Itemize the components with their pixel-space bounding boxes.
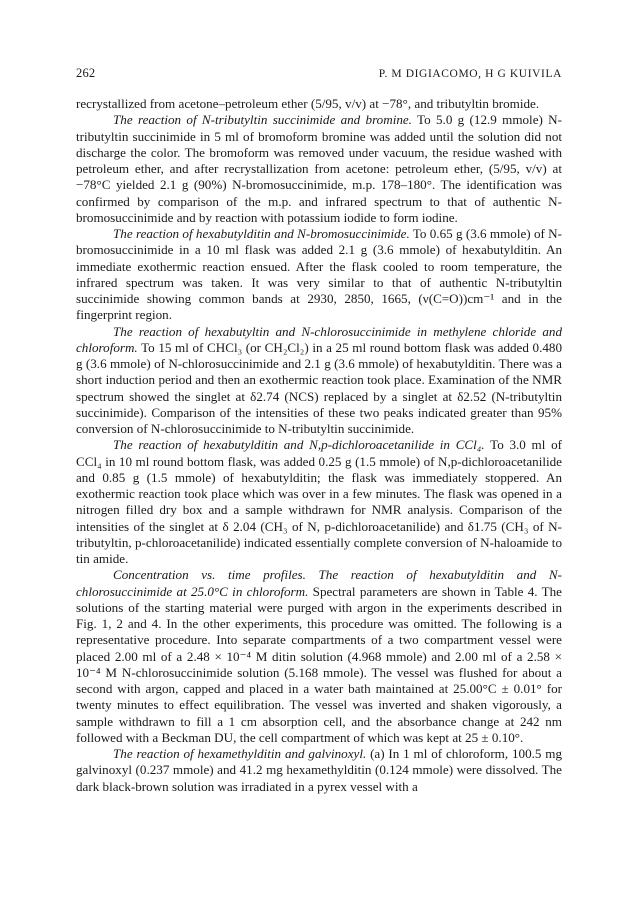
paragraph bbox=[76, 96, 562, 112]
running-head: P. M DIGIACOMO, H G KUIVILA bbox=[378, 68, 562, 80]
paragraph-text: To 3.0 ml of CCl₄ in 10 ml round bottom flask, was added 0.25 g (1.5 mmole) of N,p-dichloroacetanilide and 0.85 g (1.5 mmole) of hexabutylditin; the flask was immediately stoppered. An exothermic reaction took place which was over in a few minutes. The flask was opened in a nitrogen filled dry box and a sample withdrawn for NMR analysis. Comparison of the intensities of the singlet at δ 2.04 (CH₃ of N, p-dichloroacetanilide) and δ1.75 (CH₃ of N-tributyltin, p-chloroacetanilide) indicated essentially complete conversion of N-haloamide to tin amide. bbox=[76, 437, 562, 566]
paragraph-text: Spectral parameters are shown in Table 4. The solutions of the starting material were purged with argon in the experiments described in Fig. 1, 2 and 4. In the other experiments, this procedure was omitted. The following is a representative procedure. Into separate compartments of a two compartment vessel were placed 2.00 ml of a 2.48 × 10⁻⁴ M ditin solution (4.968 mmole) and 2.00 ml of a 2.58 × 10⁻⁴ M N-chlorosuccinimide solution (5.168 mmole). The vessel was flushed for about a second with argon, capped and placed in a water bath maintained at 25.00°C ± 0.01° for twenty minutes to effect equilibration. The vessel was inverted and shaken vigorously, a sample withdrawn to fill a 1 cm absorption cell, and the absorbance change at 242 nm followed with a Beckman DU, the cell compartment of which was kept at 25 ± 0.10°. bbox=[76, 583, 562, 745]
paragraph-text: To 15 ml of CHCl₃ (or CH₂Cl₂) in a 25 ml round bottom flask was added 0.480 g (3.6 mmole) of N-chlorosuccinimide and 2.1 g (3.6 mmole) of hexabutylditin. There was a short induction period and then an exothermic reaction took place. Examination of the NMR spectrum showed the singlet at δ2.74 (NCS) replaced by a singlet at δ2.52 (N-tributyltin succinimide). Comparison of the intensities of these two peaks indicated greater than 95% conversion of N-chlorosuccinimide to N-tributyltin succinimide. bbox=[76, 339, 562, 436]
paragraph-text: (a) In 1 ml of chloroform, 100.5 mg galvinoxyl (0.237 mmole) and 41.2 mg hexamethylditin (0.124 mmole) were dissolved. The dark black-brown solution was irradiated in a pyrex vessel with a bbox=[76, 746, 562, 794]
paragraph bbox=[76, 567, 562, 746]
page-header bbox=[76, 66, 562, 81]
paragraph bbox=[76, 437, 562, 567]
paragraph-heading: The reaction of hexamethylditin and galvinoxyl. bbox=[113, 746, 367, 761]
paragraph-text: To 0.65 g (3.6 mmole) of N-bromosuccinimide in a 10 ml flask was added 2.1 g (3.6 mmole) of hexabutylditin. An immediate exothermic reaction ensued. After the flask cooled to room temperature, the infrared spectrum was taken. It was very similar to that of authentic N-tributyltin succinimide showing common bands at 2930, 2850, 1665, (ν(C=O))cm⁻¹ and in the fingerprint region. bbox=[76, 226, 562, 323]
paragraph-heading: The reaction of hexabutyltin and N-chlorosuccinimide in methylene chloride and chloroform. bbox=[76, 323, 562, 355]
paragraph-text: recrystallized from acetone–petroleum ether (5/95, v/v) at −78°, and tributyltin bromide. bbox=[76, 96, 540, 111]
paragraph bbox=[76, 112, 562, 226]
paragraph-heading: Concentration vs. time profiles. The reaction of hexabutylditin and N-chlorosuccinimide at 25.0°C in chloroform. bbox=[76, 567, 562, 599]
paragraph bbox=[76, 746, 562, 795]
paragraph-text: To 5.0 g (12.9 mmole) N-tributyltin succinimide in 5 ml of bromoform bromine was added until the solution did not discharge the color. The bromoform was removed under vacuum, the residue washed with petroleum ether, and after recrystallization from acetone: petroleum ether, (5/95, v/v) at −78°C yielded 2.1 g (90%) N-bromosuccinimide, m.p. 178–180°. The identification was confirmed by comparison of the m.p. and infrared spectrum to that of authentic N-bromosuccinimide and by reaction with potassium iodide to form iodine. bbox=[76, 112, 562, 225]
paragraph-heading: The reaction of N-tributyltin succinimide and bromine. bbox=[113, 112, 412, 128]
paragraph-heading: The reaction of hexabutylditin and N,p-dichloroacetanilide in CCl₄. bbox=[113, 437, 485, 453]
paragraph-heading: The reaction of hexabutylditin and N-bromosuccinimide. bbox=[113, 226, 410, 241]
paragraph bbox=[76, 324, 562, 438]
paragraph bbox=[76, 226, 562, 324]
page-number: 262 bbox=[76, 66, 96, 80]
body-text bbox=[76, 96, 562, 795]
